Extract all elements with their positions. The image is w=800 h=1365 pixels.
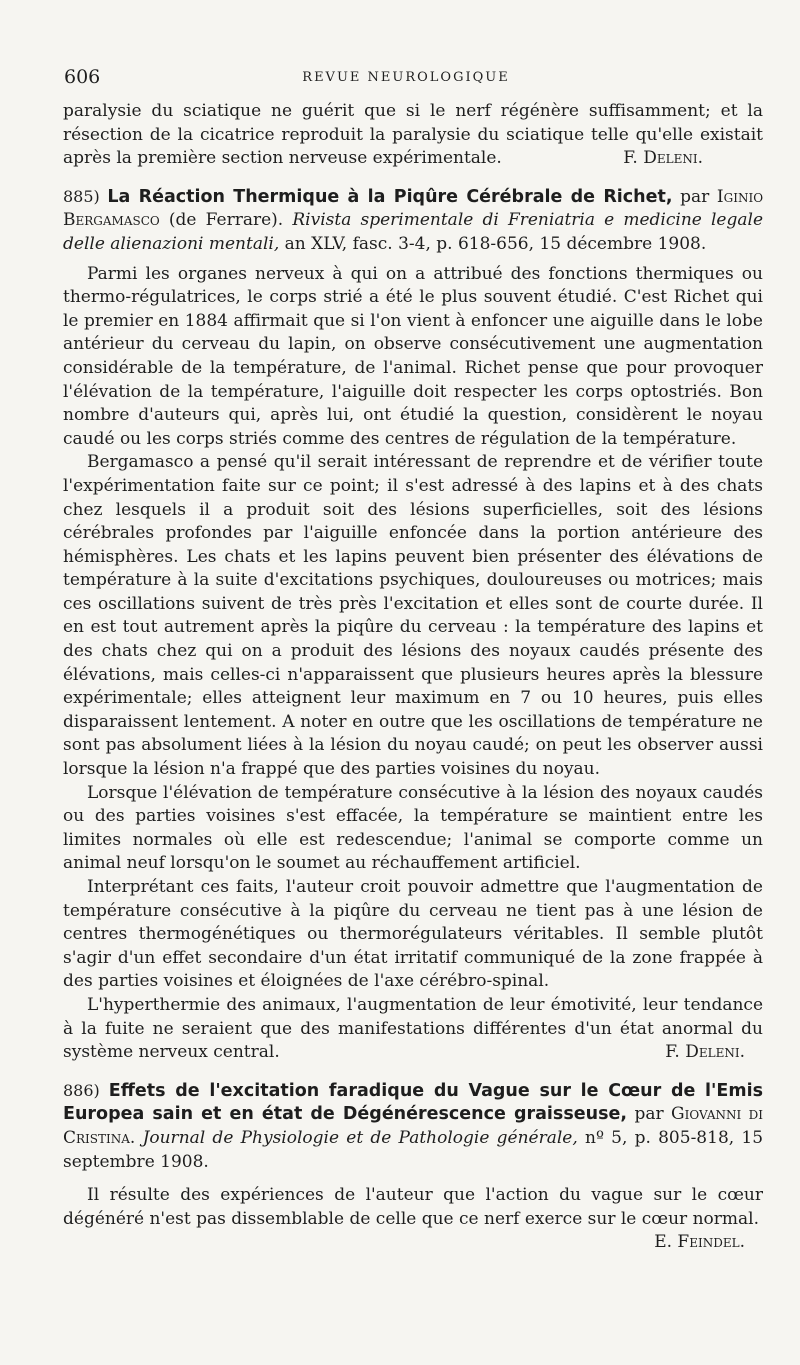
- article-886-by: par: [634, 1104, 664, 1125]
- article-885-title: La Réaction Thermique à la Piqûre Cérébrale de Richet,: [107, 186, 673, 207]
- page-body: [63, 100, 763, 1255]
- article-885-journal: Rivista sperimentale di Freniatria e medicine legale delle alienazioni mentali,: [63, 210, 764, 254]
- article-886-heading: [63, 1079, 763, 1174]
- article-886-citation: nº 5, p. 805-818, 15 septembre 1908.: [63, 1127, 764, 1172]
- page-header: [64, 66, 748, 90]
- intro-paragraph: [63, 100, 763, 171]
- article-885-paragraph-text: L'hyperthermie des animaux, l'augmentation de leur émotivité, leur tendance à la fuite ne seraient que des manifestations différentes d'un état anormal du système nerveux central.: [63, 994, 763, 1063]
- article-885-paragraph: Interprétant ces faits, l'auteur croit pouvoir admettre que l'augmentation de température consécutive à la piqûre du cerveau ne tient pas à une lésion de centres thermogénétiques ou thermorégulateurs véritables. Il semble plutôt s'agir d'un effet secondaire d'un état irritatif communiqué de la zone frappée à des parties voisines et éloignées de l'axe cérébro-spinal.: [63, 877, 763, 992]
- running-title: REVUE NEUROLOGIQUE: [302, 70, 510, 85]
- article-886-author: Giovanni di Cristina.: [63, 1104, 764, 1148]
- article-886-signature: E. Feindel.: [654, 1232, 745, 1253]
- article-885-paragraph: Lorsque l'élévation de température consécutive à la lésion des noyaux caudés ou des parties voisines s'est effacée, la température se maintient entre les limites normales où elle est redescendue; l'animal se comporte comme un animal neuf lorsqu'on le soumet au réchauffement artificiel.: [63, 782, 763, 874]
- article-885-heading: [63, 185, 763, 257]
- article-886-paragraph: Il résulte des expériences de l'auteur que l'action du vague sur le cœur dégénéré n'est pas dissemblable de celle que ce nerf exerce sur le cœur normal.: [63, 1185, 763, 1229]
- article-886-title: Effets de l'excitation faradique du Vague sur le Cœur de l'Emis Europea sain et en état de Dégénérescence graisseuse,: [63, 1080, 763, 1125]
- article-886-number: 886): [63, 1080, 100, 1100]
- article-885-last-paragraph: [63, 994, 763, 1065]
- article-885-paragraph: Bergamasco a pensé qu'il serait intéressant de reprendre et de vérifier toute l'expérimentation faite sur ce point; il s'est adressé à des lapins et à des chats chez lesquels il a produit soit des lésions superficielles, soit des lésions cérébrales profondes par l'aiguille enfoncée dans la portion antérieure des hémisphères. Les chats et les lapins peuvent bien présenter des élévations de température à la suite d'excitations psychiques, douloureuses ou motrices; mais ces oscillations suivent de très près l'excitation et elles sont de courte durée. Il en est tout autrement après la piqûre du cerveau : la température des lapins et des chats chez qui on a produit des lésions des noyaux caudés présente des élévations, mais celles-ci n'apparaissent que plusieurs heures après la blessure expérimentale; elles atteignent leur maximum en 7 ou 10 heures, puis elles disparaissent lentement. A noter en outre que les oscillations de température ne sont pas absolument liées à la lésion du noyau caudé; on peut les observer aussi lorsque la lésion n'a frappé que des parties voisines du noyau.: [63, 452, 763, 780]
- intro-signature: F. Deleni.: [623, 148, 703, 169]
- article-885-citation: an XLV, fasc. 3-4, p. 618-656, 15 décembre 1908.: [284, 233, 707, 254]
- article-885-affiliation: (de Ferrare).: [168, 210, 284, 231]
- article-885-signature: F. Deleni.: [665, 1042, 745, 1063]
- article-885-paragraph: Parmi les organes nerveux à qui on a attribué des fonctions thermiques ou thermo-régulatrices, le corps strié a été le plus souvent étudié. C'est Richet qui le premier en 1884 affirmait que si l'on vient à enfoncer une aiguille dans le lobe antérieur du cerveau du lapin, on observe consécutivement une augmentation considérable de la température, de l'animal. Richet pense que pour provoquer l'élévation de la température, l'aiguille doit respecter les corps optostriés. Bon nombre d'auteurs qui, après lui, ont étudié la question, considèrent le noyau caudé ou les corps striés comme des centres de régulation de la température.: [63, 263, 763, 449]
- article-885-author: Iginio Bergamasco: [63, 186, 764, 231]
- page-number: 606: [64, 66, 101, 88]
- intro-text: paralysie du sciatique ne guérit que si le nerf régénère suffisamment; et la résection de la cicatrice reproduit la paralysie du sciatique telle qu'elle existait après la première section nerveuse expérimentale.: [63, 101, 763, 169]
- article-886-journal: Journal de Physiologie et de Pathologie générale,: [142, 1127, 578, 1148]
- article-885-number: 885): [63, 186, 100, 206]
- article-885-by: par: [680, 186, 710, 207]
